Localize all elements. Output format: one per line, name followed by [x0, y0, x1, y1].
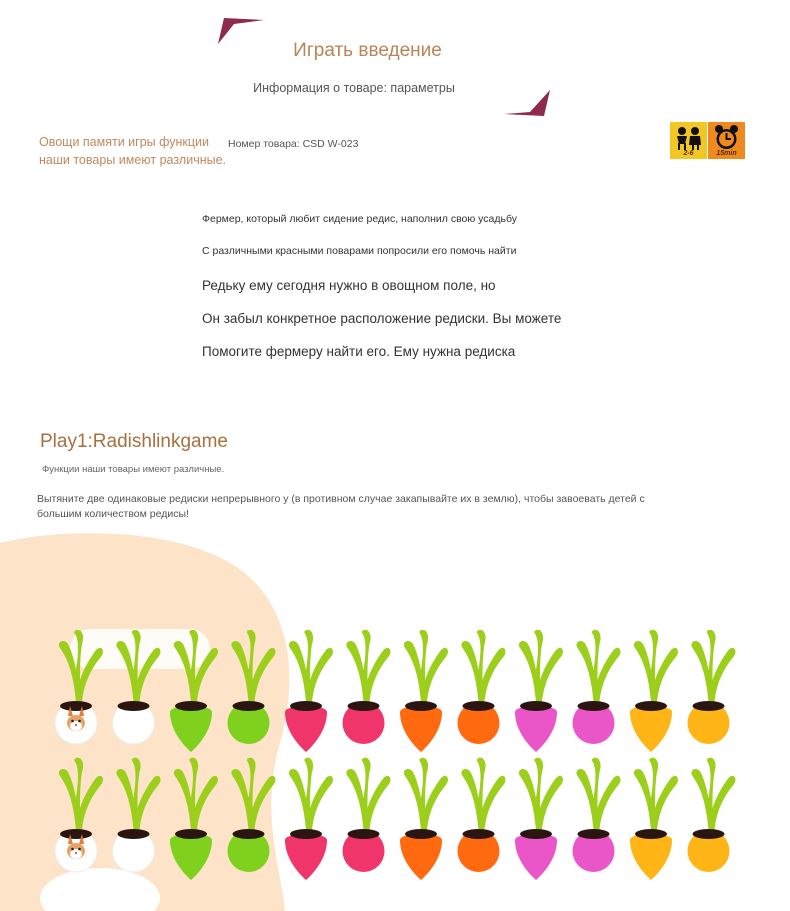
- leaf-icon: [461, 758, 505, 830]
- leaf-icon: [231, 630, 275, 702]
- radish-tile[interactable]: [400, 630, 448, 752]
- age-label: 2-6: [683, 150, 694, 157]
- radish-tile[interactable]: [113, 630, 161, 744]
- story-line: Фермер, который любит сидение редис, наполнил свою усадьбу: [202, 213, 518, 225]
- play-subtitle: Функции наши товары имеют различные.: [42, 464, 225, 475]
- leaf-icon: [174, 758, 218, 830]
- radish-body: [170, 834, 212, 880]
- radish-body: [630, 706, 672, 752]
- radish-tile[interactable]: [228, 758, 276, 872]
- leaf-icon: [346, 630, 390, 702]
- play-title: Play1:Radishlinkgame: [40, 431, 228, 452]
- story-line: Он забыл конкретное расположение редиски. Вы можете: [202, 311, 562, 326]
- radish-cap: [693, 829, 725, 839]
- radish-tile[interactable]: [113, 758, 161, 872]
- radish-cap: [233, 701, 265, 711]
- story-line: Редьку ему сегодня нужно в овощном поле, но: [202, 278, 496, 293]
- age-badge: [670, 122, 707, 159]
- leaf-icon: [519, 630, 563, 702]
- leaf-icon: [576, 758, 620, 830]
- radish-cap: [348, 829, 380, 839]
- page-title: Играть введение: [293, 40, 442, 61]
- radish-body: [630, 834, 672, 880]
- leaf-icon: [404, 758, 448, 830]
- leaf-icon: [289, 630, 333, 702]
- radish-cap: [520, 829, 552, 839]
- leaf-icon: [231, 758, 275, 830]
- radish-cap: [233, 829, 265, 839]
- leaf-icon: [116, 758, 160, 830]
- leaf-icon: [576, 630, 620, 702]
- radish-tile[interactable]: [458, 758, 506, 872]
- children-icon: [670, 124, 707, 152]
- radish-body: [400, 834, 442, 880]
- radish-tile[interactable]: [343, 758, 391, 872]
- radish-tile[interactable]: [400, 758, 448, 880]
- feature-note: [39, 133, 239, 169]
- leaf-icon: [289, 758, 333, 830]
- radish-body: [515, 706, 557, 752]
- radish-cap: [60, 701, 92, 711]
- radish-cap: [578, 701, 610, 711]
- radish-cap: [405, 701, 437, 711]
- radish-rabbit-tile[interactable]: [55, 630, 103, 744]
- page-subtitle: Информация о товаре: параметры: [253, 81, 455, 95]
- leaf-icon: [404, 630, 448, 702]
- radish-tile[interactable]: [285, 758, 333, 880]
- leaf-icon: [519, 758, 563, 830]
- radish-cap: [635, 701, 667, 711]
- accent-flag-icon: [500, 88, 554, 120]
- radish-tile[interactable]: [630, 630, 678, 752]
- leaf-icon: [59, 630, 103, 702]
- leaf-icon: [691, 630, 735, 702]
- play-description: Вытяните две одинаковые редиски непрерывного у (в противном случае закапывайте их в землю), чтобы завоевать детей с большим количеством редисы!: [37, 493, 645, 520]
- radish-cap: [348, 701, 380, 711]
- feature-line: Овощи памяти игры функции: [39, 135, 210, 149]
- radish-tile[interactable]: [688, 758, 736, 872]
- time-label: 15min: [716, 150, 737, 157]
- radish-tile[interactable]: [573, 758, 621, 872]
- leaf-icon: [174, 630, 218, 702]
- radish-cap: [290, 829, 322, 839]
- radish-cap: [463, 829, 495, 839]
- leaf-icon: [691, 758, 735, 830]
- radish-body: [170, 706, 212, 752]
- story-line: Помогите фермеру найти его. Ему нужна редиска: [202, 344, 516, 359]
- radish-tile[interactable]: [170, 630, 218, 752]
- leaf-icon: [634, 630, 678, 702]
- radish-tile[interactable]: [688, 630, 736, 744]
- time-badge: [708, 122, 745, 159]
- story-line: С различными красными поварами попросили его помочь найти: [202, 245, 517, 257]
- radish-cap: [693, 701, 725, 711]
- radish-cap: [118, 701, 150, 711]
- radish-board: [40, 630, 750, 890]
- leaf-icon: [346, 758, 390, 830]
- item-number: Номер товара: CSD W-023: [228, 138, 359, 150]
- radish-tile[interactable]: [285, 630, 333, 752]
- radish-cap: [175, 829, 207, 839]
- radish-body: [515, 834, 557, 880]
- radish-cap: [290, 701, 322, 711]
- radish-body: [285, 834, 327, 880]
- radish-tile[interactable]: [228, 630, 276, 744]
- leaf-icon: [634, 758, 678, 830]
- alarm-clock-icon: [708, 124, 745, 152]
- radish-rabbit-tile[interactable]: [55, 758, 103, 872]
- radish-cap: [463, 701, 495, 711]
- radish-cap: [520, 701, 552, 711]
- leaf-icon: [116, 630, 160, 702]
- radish-tile[interactable]: [170, 758, 218, 880]
- radish-cap: [635, 829, 667, 839]
- radish-cap: [578, 829, 610, 839]
- radish-body: [285, 706, 327, 752]
- leaf-icon: [461, 630, 505, 702]
- radish-tile[interactable]: [458, 630, 506, 744]
- radish-tile[interactable]: [630, 758, 678, 880]
- radish-body: [400, 706, 442, 752]
- radish-tile[interactable]: [515, 758, 563, 880]
- radish-cap: [175, 701, 207, 711]
- radish-cap: [60, 829, 92, 839]
- radish-cap: [405, 829, 437, 839]
- radish-tile[interactable]: [515, 630, 563, 752]
- feature-line: наши товары имеют различные.: [39, 153, 227, 167]
- radish-tile[interactable]: [343, 630, 391, 744]
- radish-cap: [118, 829, 150, 839]
- radish-tile[interactable]: [573, 630, 621, 744]
- leaf-icon: [59, 758, 103, 830]
